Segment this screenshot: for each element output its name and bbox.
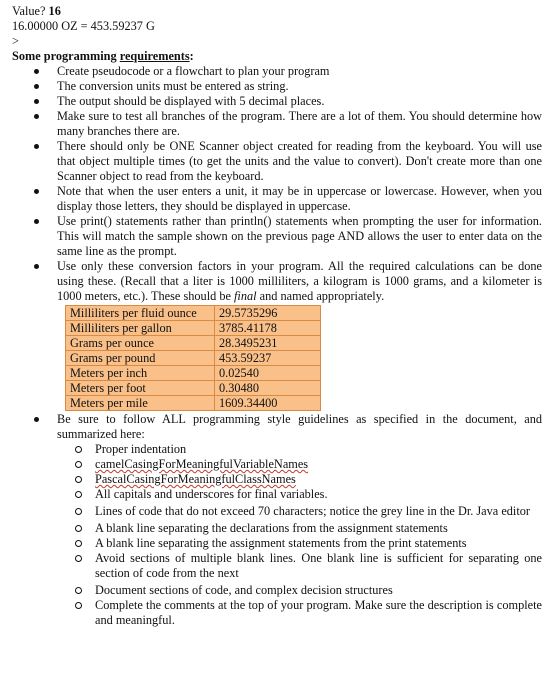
factor-label: Meters per foot [66, 381, 215, 396]
conversion-table [65, 305, 321, 411]
style-item: Avoid sections of multiple blank lines. One blank line is sufficient for separating one section of code from the next [95, 551, 542, 580]
document-page [12, 0, 542, 628]
value-input: 16 [48, 4, 61, 18]
style-item: Complete the comments at the top of your program. Make sure the description is complete and meaningful. [95, 598, 542, 627]
style-item: camelCasingForMeaningfulVariableNames [95, 457, 542, 472]
list-item: The conversion units must be entered as string. [57, 79, 542, 94]
table-row [66, 351, 321, 366]
value-prompt: Value? [12, 4, 46, 18]
list-item-factors: Use only these conversion factors in your program. All the required calculations can be done using these. (Recall that a liter is 1000 milliliters, a kilogram is 1000 grams, and a kilometer is 1000 meters, etc.). These should be final and named appropriately. Milliliters per fluid ounce 29.5735296 Milliliters per gallon 3785.41178 Grams per ounce 28.3495231 Grams per pound 453.59237 Meters per inch 0.02540 Meters per foot 0.30480 Meters per mile 1609.34400 [57, 259, 542, 410]
table-row [66, 321, 321, 336]
factor-value: 1609.34400 [215, 396, 321, 411]
list-item-style: Be sure to follow ALL programming style guidelines as specified in the document, and summarized here: Proper indentation camelCasingForMeaningfulVariableNames PascalCasingForMeaningfulClassNames All capitals and underscores for final variables. Lines of code that do not exceed 70 characters; notice the grey line in the Dr. Java editor A blank line separating the declarations from the assignment statements A blank line separating the assignment statements from the print statements Avoid sections of multiple blank lines. One blank line is sufficient for separating one section of code from the next Document sections of code, and complex decision structures Complete the comments at the top of your program. Make sure the description is complete and meaningful. [57, 412, 542, 627]
list-item: Create pseudocode or a flowchart to plan your program [57, 64, 542, 79]
factor-label: Milliliters per fluid ounce [66, 306, 215, 321]
style-item: Document sections of code, and complex decision structures [95, 583, 542, 598]
factor-label: Meters per inch [66, 366, 215, 381]
factor-value: 29.5735296 [215, 306, 321, 321]
factor-label: Grams per ounce [66, 336, 215, 351]
requirements-list [12, 64, 542, 628]
style-item: A blank line separating the assignment statements from the print statements [95, 536, 542, 551]
list-item: Use print() statements rather than println() statements when prompting the user for information. This will match the sample shown on the previous page AND allows the user to enter data on the same line as the prompt. [57, 214, 542, 258]
table-row [66, 306, 321, 321]
style-item: Lines of code that do not exceed 70 characters; notice the grey line in the Dr. Java editor [95, 504, 542, 519]
list-item: Make sure to test all branches of the program. There are a lot of them. You should determine how many branches there are. [57, 109, 542, 138]
style-item: All capitals and underscores for final variables. [95, 487, 542, 502]
result-line: 16.00000 OZ = 453.59237 G [12, 19, 155, 33]
factor-label: Grams per pound [66, 351, 215, 366]
style-item: A blank line separating the declarations from the assignment statements [95, 521, 542, 536]
factor-value: 28.3495231 [215, 336, 321, 351]
factor-label: Milliliters per gallon [66, 321, 215, 336]
list-item: There should only be ONE Scanner object created for reading from the keyboard. You will use that object multiple times (to get the units and the value to convert). Don't create more than one Scanner object to read from the keyboard. [57, 139, 542, 183]
factor-value: 0.02540 [215, 366, 321, 381]
table-row [66, 336, 321, 351]
table-row [66, 381, 321, 396]
list-item: Note that when the user enters a unit, it may be in uppercase or lowercase. However, when you display those letters, they should be displayed in uppercase. [57, 184, 542, 213]
style-item: Proper indentation [95, 442, 542, 457]
factor-label: Meters per mile [66, 396, 215, 411]
style-item: PascalCasingForMeaningfulClassNames [95, 472, 542, 487]
style-list [57, 442, 542, 628]
factor-value: 0.30480 [215, 381, 321, 396]
value-prompt-line [12, 4, 542, 19]
factor-value: 453.59237 [215, 351, 321, 366]
list-item: The output should be displayed with 5 decimal places. [57, 94, 542, 109]
table-row [66, 396, 321, 411]
prompt-char: > [12, 34, 19, 48]
table-row [66, 366, 321, 381]
section-title: Some programming requirements: [12, 49, 194, 63]
factor-value: 3785.41178 [215, 321, 321, 336]
